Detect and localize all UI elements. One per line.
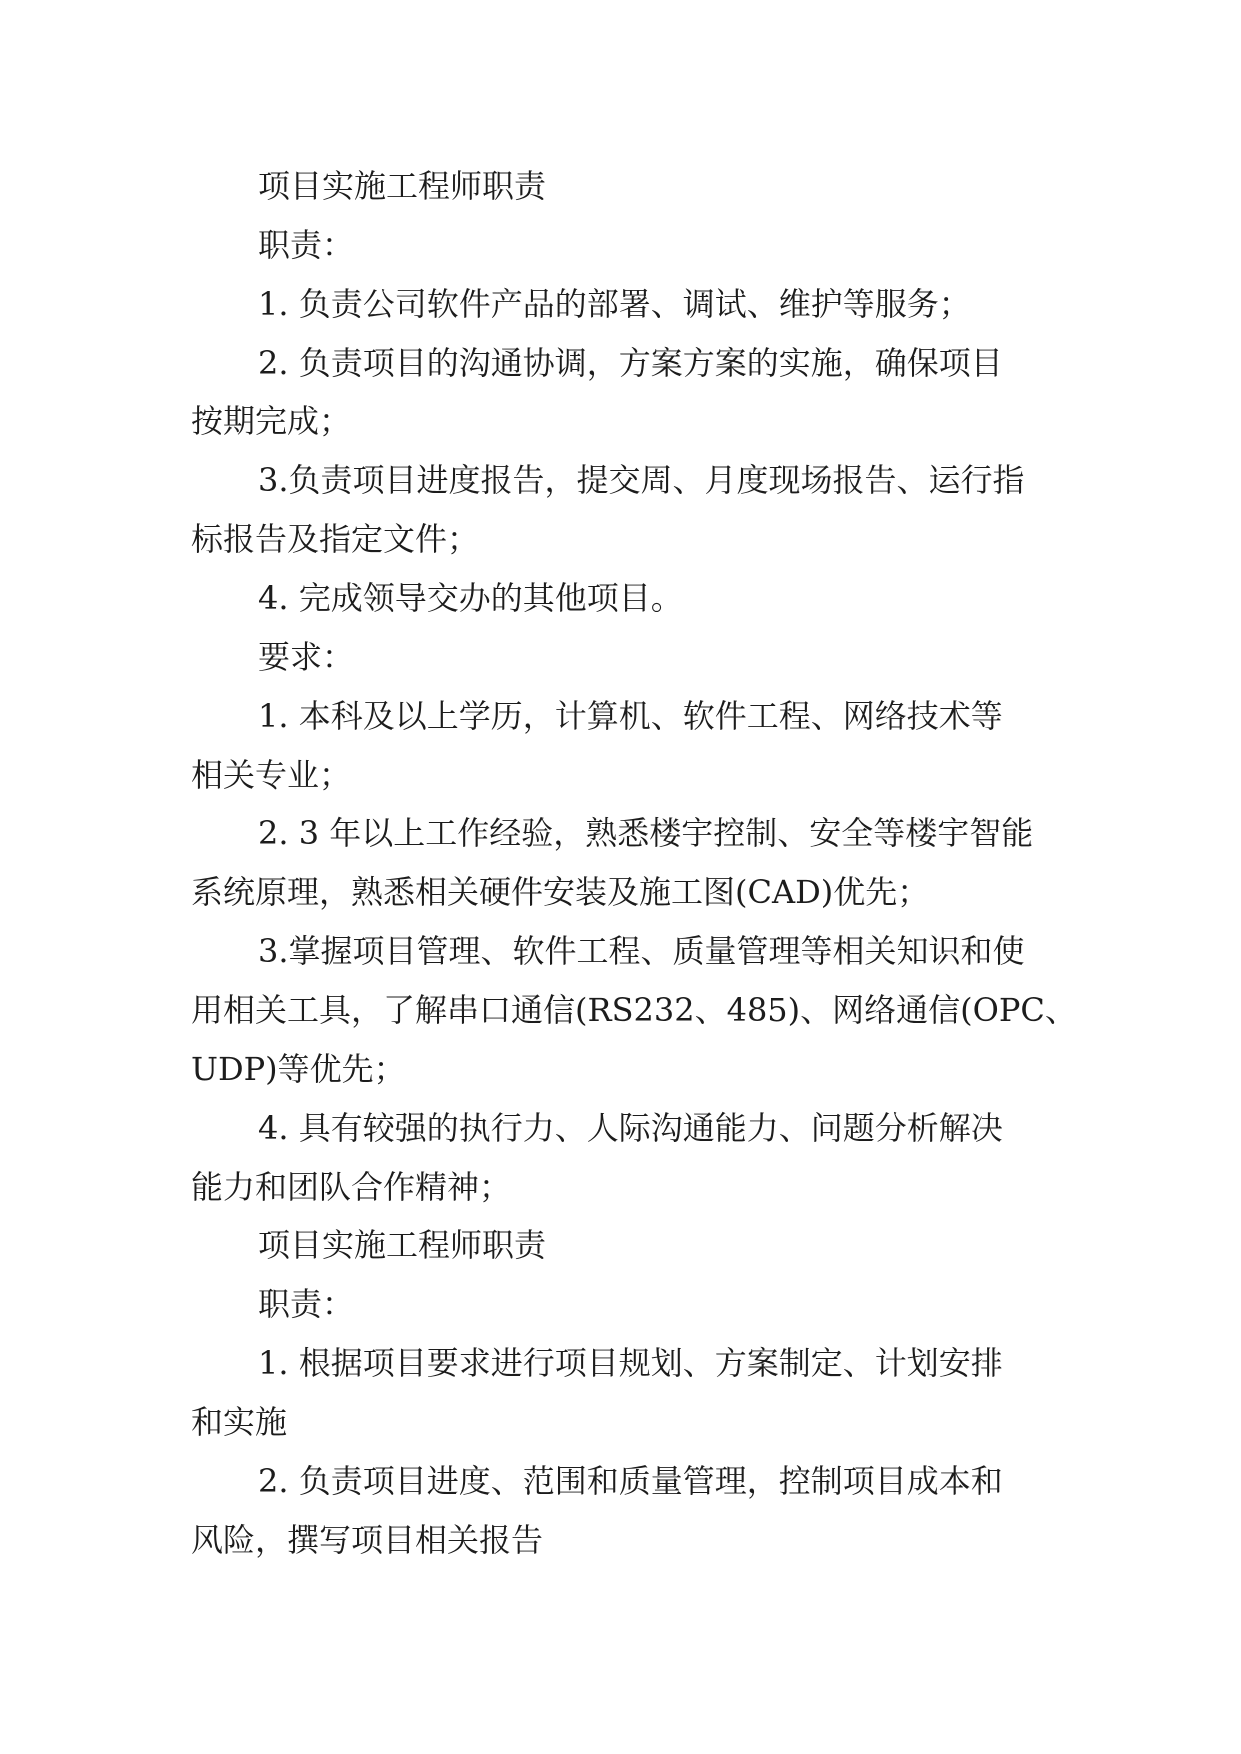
paragraph-line: 2. 3 年以上工作经验，熟悉楼宇控制、安全等楼宇智能 <box>258 814 1034 853</box>
paragraph-line: UDP)等优先； <box>191 1049 406 1088</box>
duty-item <box>191 334 1054 452</box>
paragraph-line: 4. 完成领导交办的其他项目。 <box>258 579 683 618</box>
requirement-item <box>191 1099 1054 1217</box>
paragraph-line: 风险，撰写项目相关报告 <box>191 1520 544 1559</box>
paragraph-line: 用相关工具，了解串口通信(RS232、485)、网络通信(OPC、 <box>191 991 1077 1030</box>
section-title: 项目实施工程师职责 <box>258 1226 547 1265</box>
paragraph-line: 1. 根据项目要求进行项目规划、方案制定、计划安排 <box>258 1344 1003 1383</box>
duties-heading: 职责： <box>258 225 355 264</box>
paragraph-line: 1. 本科及以上学历，计算机、软件工程、网络技术等 <box>258 696 1003 735</box>
duty-item <box>191 569 1054 628</box>
paragraph-line: 系统原理，熟悉相关硬件安装及施工图(CAD)优先； <box>191 873 930 912</box>
paragraph-line: 2. 负责项目进度、范围和质量管理，控制项目成本和 <box>258 1461 1003 1500</box>
duties-heading: 职责： <box>258 1285 355 1324</box>
paragraph-line: 按期完成； <box>191 402 352 441</box>
section-title: 项目实施工程师职责 <box>258 167 547 205</box>
duty-item <box>191 1334 1054 1452</box>
paragraph-line: 标报告及指定文件； <box>191 520 480 559</box>
requirement-item <box>191 804 1054 922</box>
requirement-item <box>191 922 1077 1099</box>
duty-item <box>191 275 1054 334</box>
duty-item <box>191 451 1054 569</box>
paragraph-line: 和实施 <box>191 1403 288 1442</box>
requirements-heading: 要求： <box>258 637 355 676</box>
paragraph-line: 1. 负责公司软件产品的部署、调试、维护等服务； <box>258 284 971 323</box>
paragraph-line: 相关专业； <box>191 755 352 794</box>
duty-item <box>191 1452 1054 1570</box>
paragraph-line: 能力和团队合作精神； <box>191 1167 512 1206</box>
paragraph-line: 3.负责项目进度报告，提交周、月度现场报告、运行指 <box>258 461 1025 500</box>
paragraph-line: 4. 具有较强的执行力、人际沟通能力、问题分析解决 <box>258 1108 1003 1147</box>
paragraph-line: 3.掌握项目管理、软件工程、质量管理等相关知识和使 <box>258 932 1025 971</box>
requirement-item <box>191 687 1054 805</box>
paragraph-line: 2. 负责项目的沟通协调，方案方案的实施，确保项目 <box>258 343 1003 382</box>
